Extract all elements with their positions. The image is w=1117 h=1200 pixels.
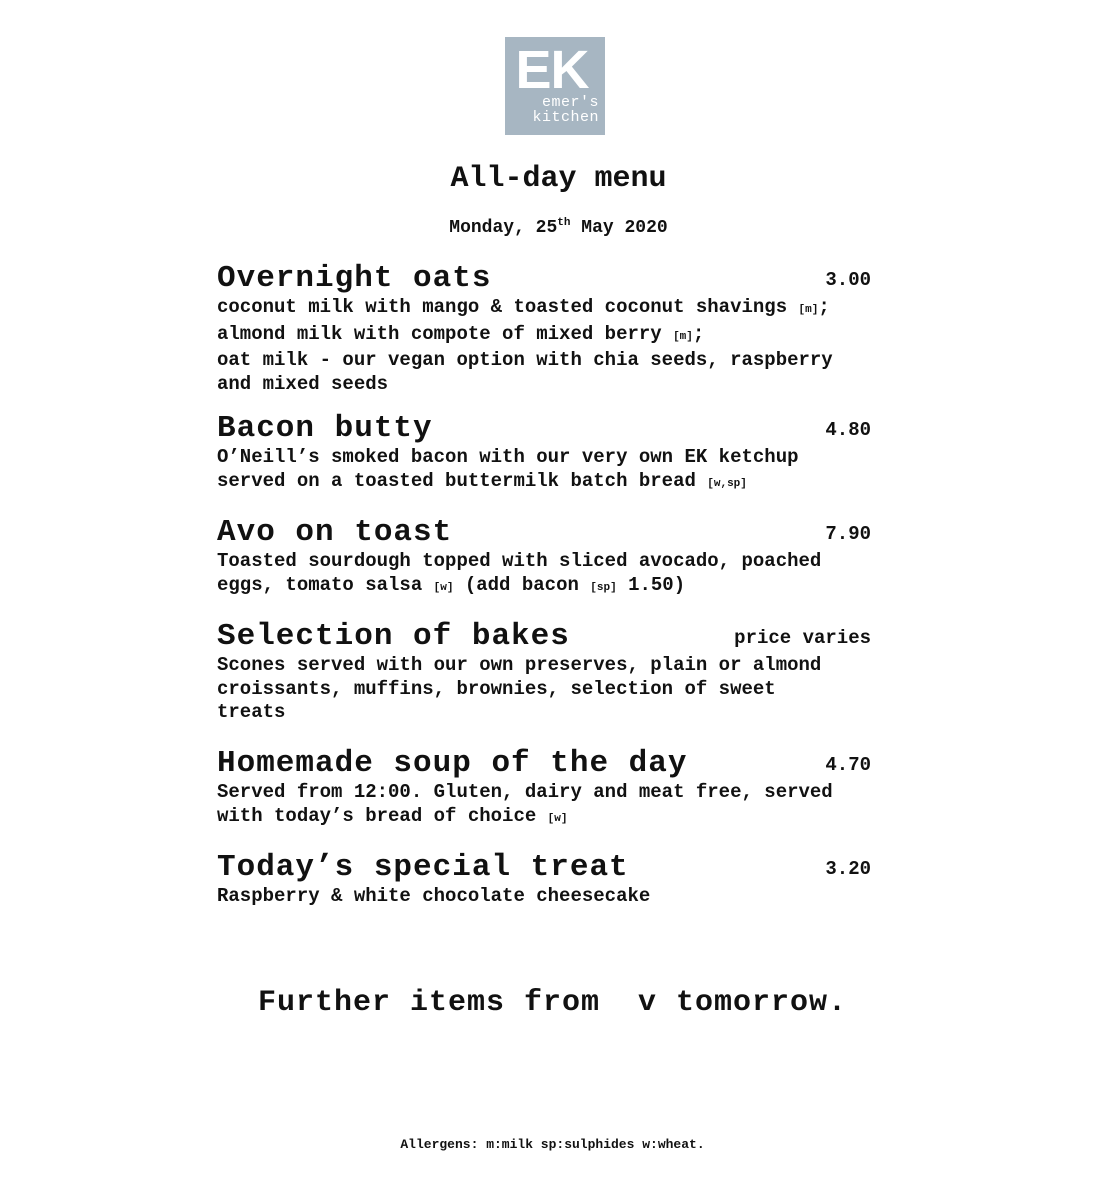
logo-name-line-2: kitchen [532, 109, 599, 126]
item-description [217, 781, 887, 831]
allergen-tag: [sp] [590, 581, 617, 594]
item-price: 3.00 [825, 269, 871, 291]
allergen-tag: [w,sp] [707, 477, 747, 490]
menu-date [0, 217, 1117, 239]
menu-item [217, 412, 887, 496]
item-name: Today’s special treat [217, 850, 629, 885]
description-text: (add bacon [453, 573, 591, 596]
item-price: price varies [734, 627, 871, 649]
description-text: ; almond milk with compote of mixed berry [217, 296, 830, 345]
item-name: Homemade soup of the day [217, 746, 688, 781]
date-suffix: May 2020 [570, 218, 668, 238]
description-text: Scones served with our own preserves, plain or almond croissants, muffins, brownies, selection of sweet treats [217, 654, 822, 723]
item-description [217, 296, 887, 396]
menu-item [217, 747, 887, 831]
item-price: 4.70 [825, 754, 871, 776]
allergen-tag: [w] [433, 581, 454, 594]
item-description [217, 885, 887, 909]
item-name: Bacon butty [217, 411, 433, 446]
description-text: 1.50) [616, 573, 686, 596]
allergens-legend: Allergens: m:milk sp:sulphides w:wheat. [400, 1137, 705, 1152]
allergen-tag: [w] [547, 812, 568, 825]
further-items-note: Further items from v tomorrow. [257, 986, 848, 1020]
menu-item [217, 516, 887, 600]
allergen-tag: [m] [798, 304, 819, 316]
logo-mark: EK [515, 40, 589, 100]
description-text: Served from 12:00. Gluten, dairy and meat free, served with today’s bread of choice [217, 781, 833, 827]
menu-title: All-day menu [450, 162, 667, 196]
item-price: 7.90 [825, 523, 871, 545]
description-text: O’Neill’s smoked bacon with our very own EK ketchup served on a toasted buttermilk batch bread [217, 446, 799, 492]
description-text: coconut milk with mango & toasted coconut shavings [217, 296, 799, 318]
item-description [217, 446, 887, 496]
allergen-tag: [m] [673, 330, 693, 343]
logo-name-line-1: emer's [541, 94, 599, 111]
date-prefix: Monday, 25 [449, 218, 558, 238]
item-name: Selection of bakes [217, 619, 570, 654]
item-price: 4.80 [825, 419, 871, 441]
item-name: Overnight oats [217, 261, 492, 296]
item-description [217, 654, 887, 725]
menu-item [217, 620, 887, 725]
description-text: ; oat milk - our vegan option with chia seeds, raspberry and mixed seeds [217, 322, 833, 395]
menu-item [217, 851, 887, 909]
description-text: Raspberry & white chocolate cheesecake [217, 885, 651, 907]
item-price: 3.20 [825, 858, 871, 880]
logo [505, 37, 605, 135]
date-ordinal: th [557, 217, 571, 229]
item-name: Avo on toast [217, 515, 453, 550]
menu-item [217, 262, 887, 396]
item-description [217, 550, 887, 600]
description-text: Toasted sourdough topped with sliced avocado, poached eggs, tomato salsa [217, 550, 822, 596]
